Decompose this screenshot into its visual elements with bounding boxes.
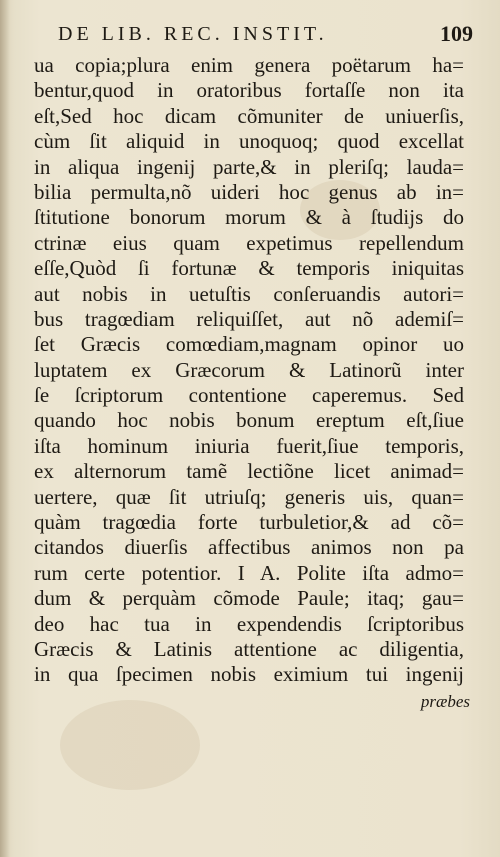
text-line: iſta hominum iniuria fuerit,ſiue temporis, <box>34 433 464 458</box>
text-line: in aliqua ingenij parte,& in pleriſq; lauda= <box>34 154 464 179</box>
page-number: 109 <box>440 21 473 46</box>
text-line: aut nobis in uetuſtis conſeruandis autori= <box>34 281 464 306</box>
text-line: quando hoc nobis bonum ereptum eſt,ſiue <box>34 408 464 433</box>
text-line: ua copia;plura enim genera poëtarum ha= <box>34 53 464 77</box>
text-line: bilia permulta,nõ uideri hoc genus ab in= <box>34 179 464 204</box>
text-line: uertere, quæ ſit utriuſq; generis uis, quan= <box>34 484 464 509</box>
text-line: cùm ſit aliquid in unoquoq; quod excellat <box>34 129 464 154</box>
text-line: quàm tragœdia forte turbuletior,& ad cõ= <box>34 510 464 535</box>
text-line: dum & perquàm cõmode Paule; itaq; gau= <box>34 586 464 611</box>
running-title: DE LIB. REC. INSTIT. <box>58 23 328 45</box>
text-line: ctrinæ eius quam expetimus repellendum <box>34 230 464 255</box>
body-text <box>34 53 464 688</box>
text-line: rum certe potentior. I A. Polite iſta admo= <box>34 560 464 585</box>
text-line: ſet Græcis comœdiam,magnam opinor uo <box>34 332 464 357</box>
text-line: deo hac tua in expendendis ſcriptoribus <box>34 611 464 636</box>
text-line: bentur,quod in oratoribus fortaſſe non ita <box>34 78 464 103</box>
paper-stain <box>60 700 200 790</box>
text-line: ſtitutione bonorum morum & à ſtudijs do <box>34 205 464 230</box>
text-line: bus tragœdiam reliquiſſet, aut nõ ademiſ= <box>34 306 464 331</box>
running-head <box>58 18 473 50</box>
text-line: citandos diuerſis affectibus animos non pa <box>34 535 464 560</box>
catchword: præbes <box>420 692 470 711</box>
text-line: Græcis & Latinis attentione ac diligentia, <box>34 636 464 661</box>
text-line: luptatem ex Græcorum & Latinorũ inter <box>34 357 464 382</box>
text-line: eſſe,Quòd ſi fortunæ & temporis iniquitas <box>34 256 464 281</box>
text-line: eſt,Sed hoc dicam cõmuniter de uniuerſis, <box>34 103 464 128</box>
text-line: ex alternorum tamẽ lectiõne licet animad= <box>34 459 464 484</box>
text-line: ſe ſcriptorum contentione caperemus. Sed <box>34 383 464 408</box>
text-line: in qua ſpecimen nobis eximium tui ingenij <box>34 662 464 687</box>
